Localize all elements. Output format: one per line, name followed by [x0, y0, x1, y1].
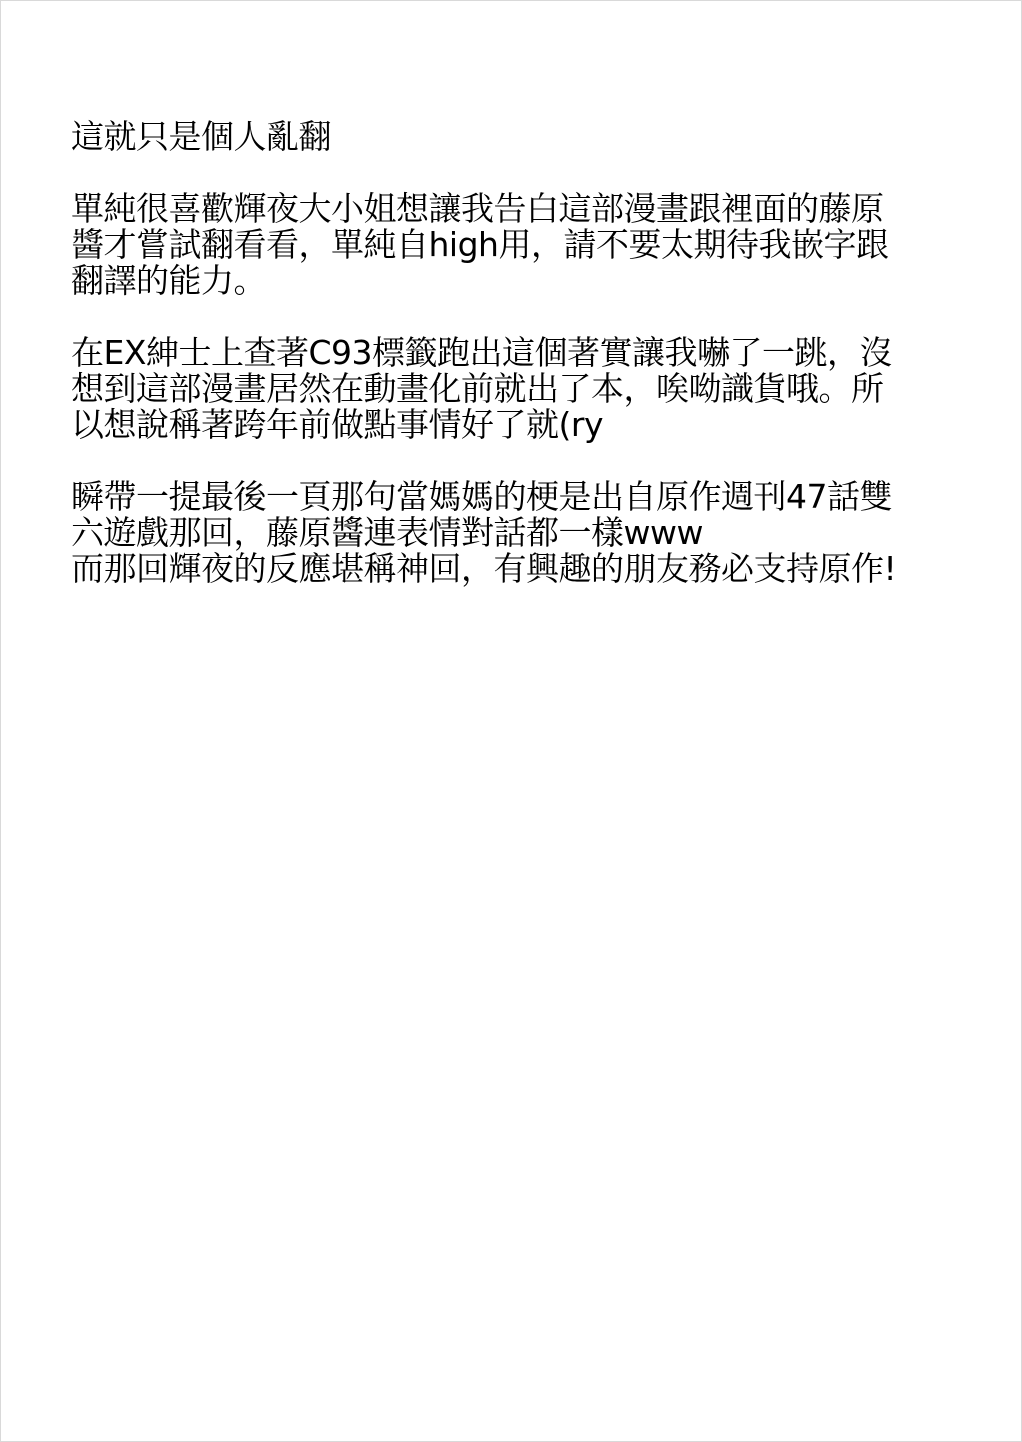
note-paragraph-3 — [71, 335, 991, 443]
text-line: 單純很喜歡輝夜大小姐想讓我告白這部漫畫跟裡面的藤原 — [71, 189, 884, 228]
text-line: 以想說稱著跨年前做點事情好了就(ry — [71, 405, 603, 444]
text-line: 六遊戲那回，藤原醬連表情對話都一樣www — [71, 513, 703, 552]
text-line: 而那回輝夜的反應堪稱神回，有興趣的朋友務必支持原作! — [71, 549, 897, 588]
text-line: 翻譯的能力。 — [71, 261, 266, 300]
translator-note — [71, 119, 991, 623]
text-line: 瞬帶一提最後一頁那句當媽媽的梗是出自原作週刊47話雙 — [71, 477, 892, 516]
note-paragraph-4 — [71, 479, 991, 587]
note-paragraph-2 — [71, 191, 991, 299]
text-line: 在EX紳士上查著C93標籤跑出這個著實讓我嚇了一跳，沒 — [71, 333, 892, 372]
text-line: 醬才嘗試翻看看，單純自high用，請不要太期待我嵌字跟 — [71, 225, 889, 264]
note-paragraph-1 — [71, 119, 991, 155]
text-line: 想到這部漫畫居然在動畫化前就出了本，唉呦識貨哦。所 — [71, 369, 884, 408]
text-line: 這就只是個人亂翻 — [71, 117, 331, 156]
